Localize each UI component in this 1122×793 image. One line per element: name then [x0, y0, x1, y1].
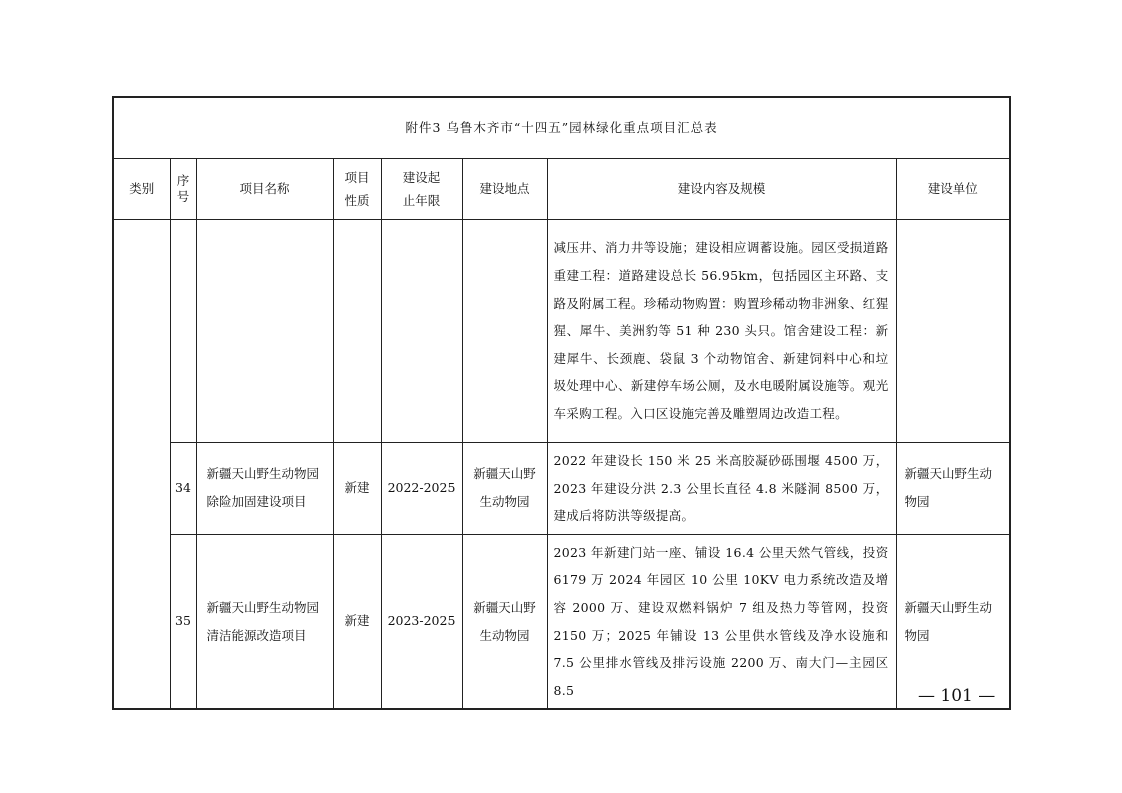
table-row [113, 220, 1010, 443]
table-row [113, 443, 1010, 535]
header-category: 类别 [113, 159, 170, 220]
period-cell: 2022-2025 [381, 443, 462, 535]
project-summary-table [112, 96, 1011, 710]
page-number: — 101 — [918, 686, 996, 706]
header-row [113, 159, 1010, 220]
unit-cell: 新疆天山野生动物园 [896, 534, 1010, 709]
name-cell: 新疆天山野生动物园清洁能源改造项目 [196, 534, 333, 709]
name-cell: 新疆天山野生动物园除险加固建设项目 [196, 443, 333, 535]
location-cell: 新疆天山野生动物园 [462, 443, 547, 535]
unit-cell [896, 220, 1010, 443]
header-period: 建设起止年限 [381, 159, 462, 220]
serial-cell [170, 220, 196, 443]
nature-cell: 新建 [333, 443, 381, 535]
header-name: 项目名称 [196, 159, 333, 220]
nature-cell: 新建 [333, 534, 381, 709]
location-cell [462, 220, 547, 443]
header-unit: 建设单位 [896, 159, 1010, 220]
name-cell [196, 220, 333, 443]
period-cell [381, 220, 462, 443]
serial-cell: 35 [170, 534, 196, 709]
table-title: 附件3 乌鲁木齐市“十四五”园林绿化重点项目汇总表 [113, 97, 1010, 159]
unit-cell: 新疆天山野生动物园 [896, 443, 1010, 535]
content-cell: 2022 年建设长 150 米 25 米高胶凝砂砾围堰 4500 万，2023 年建设分洪 2.3 公里长直径 4.8 米隧洞 8500 万，建成后将防洪等级提高。 [547, 443, 896, 535]
header-content: 建设内容及规模 [547, 159, 896, 220]
header-nature: 项目性质 [333, 159, 381, 220]
nature-cell [333, 220, 381, 443]
table-row [113, 534, 1010, 709]
period-cell: 2023-2025 [381, 534, 462, 709]
content-cell: 2023 年新建门站一座、铺设 16.4 公里天然气管线，投资 6179 万 2024 年园区 10 公里 10KV 电力系统改造及增容 2000 万、建设双燃料锅炉 7 组及热力等管网，投资 2150 万；2025 年铺设 13 公里供水管线及净水设施和 7.5 公里排水管线及排污设施 2200 万、南大门—主园区 8.5 [547, 534, 896, 709]
category-cell [113, 220, 170, 710]
header-serial: 序号 [170, 159, 196, 220]
location-cell: 新疆天山野生动物园 [462, 534, 547, 709]
serial-cell: 34 [170, 443, 196, 535]
content-cell: 减压井、消力井等设施；建设相应调蓄设施。园区受损道路重建工程：道路建设总长 56.95km，包括园区主环路、支路及附属工程。珍稀动物购置：购置珍稀动物非洲象、红猩猩、犀牛、美洲豹等 51 种 230 头只。馆舍建设工程：新建犀牛、长颈鹿、袋鼠 3 个动物馆舍、新建饲料中心和垃圾处理中心、新建停车场公厕，及水电暖附属设施等。观光车采购工程。入口区设施完善及雕塑周边改造工程。 [547, 220, 896, 443]
header-location: 建设地点 [462, 159, 547, 220]
